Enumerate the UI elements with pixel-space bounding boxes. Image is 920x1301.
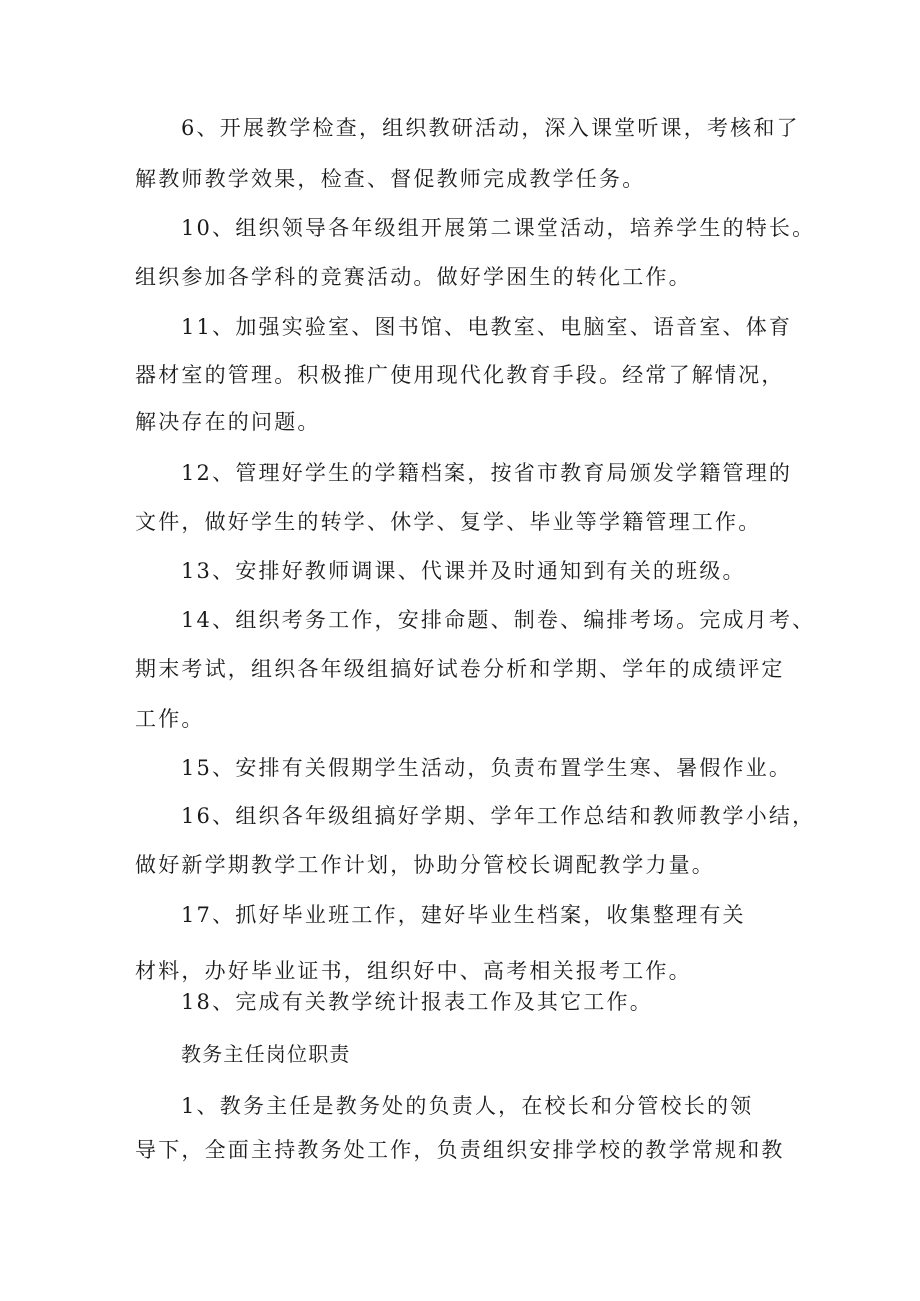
- duty-1-line-1: 1、教务主任是教务处的负责人，在校长和分管校长的领: [181, 1094, 754, 1118]
- duty-1-line-2: 导下，全面主持教务处工作，负责组织安排学校的教学常规和教: [135, 1138, 785, 1162]
- paragraph-14-line-3: 工作。: [135, 707, 205, 731]
- section-heading: 教务主任岗位职责: [181, 1042, 351, 1066]
- paragraph-16-line-2: 做好新学期教学工作计划，协助分管校长调配教学力量。: [135, 853, 715, 877]
- paragraph-11-line-3: 解决存在的问题。: [135, 410, 321, 434]
- paragraph-15-line-1: 15、安排有关假期学生活动，负责布置学生寒、暑假作业。: [181, 756, 793, 780]
- paragraph-6-line-1: 6、开展教学检查，组织教研活动，深入课堂听课，考核和了: [181, 116, 800, 140]
- paragraph-12-line-1: 12、管理好学生的学籍档案，按省市教育局颁发学籍管理的: [181, 461, 793, 485]
- paragraph-13-line-1: 13、安排好教师调课、代课并及时通知到有关的班级。: [181, 559, 746, 583]
- paragraph-17-line-2: 材料，办好毕业证书，组织好中、高考相关报考工作。: [135, 959, 692, 983]
- paragraph-11-line-2: 器材室的管理。积极推广使用现代化教育手段。经常了解情况，: [135, 363, 785, 387]
- paragraph-12-line-2: 文件，做好学生的转学、休学、复学、毕业等学籍管理工作。: [135, 510, 762, 534]
- paragraph-10-line-1: 10、组织领导各年级组开展第二课堂活动，培养学生的特长。: [181, 216, 816, 240]
- paragraph-6-line-2: 解教师教学效果，检查、督促教师完成教学任务。: [135, 167, 646, 191]
- paragraph-14-line-2: 期末考试，组织各年级组搞好试卷分析和学期、学年的成绩评定: [135, 657, 785, 681]
- paragraph-11-line-1: 11、加强实验室、图书馆、电教室、电脑室、语音室、体育: [181, 315, 793, 339]
- paragraph-17-line-1: 17、抓好毕业班工作，建好毕业生档案，收集整理有关: [181, 903, 746, 927]
- paragraph-18-line-1: 18、完成有关教学统计报表工作及其它工作。: [181, 990, 653, 1014]
- paragraph-16-line-1: 16、组织各年级组搞好学期、学年工作总结和教师教学小结，: [181, 804, 816, 828]
- paragraph-10-line-2: 组织参加各学科的竞赛活动。做好学困生的转化工作。: [135, 265, 692, 289]
- paragraph-14-line-1: 14、组织考务工作，安排命题、制卷、编排考场。完成月考、: [181, 608, 816, 632]
